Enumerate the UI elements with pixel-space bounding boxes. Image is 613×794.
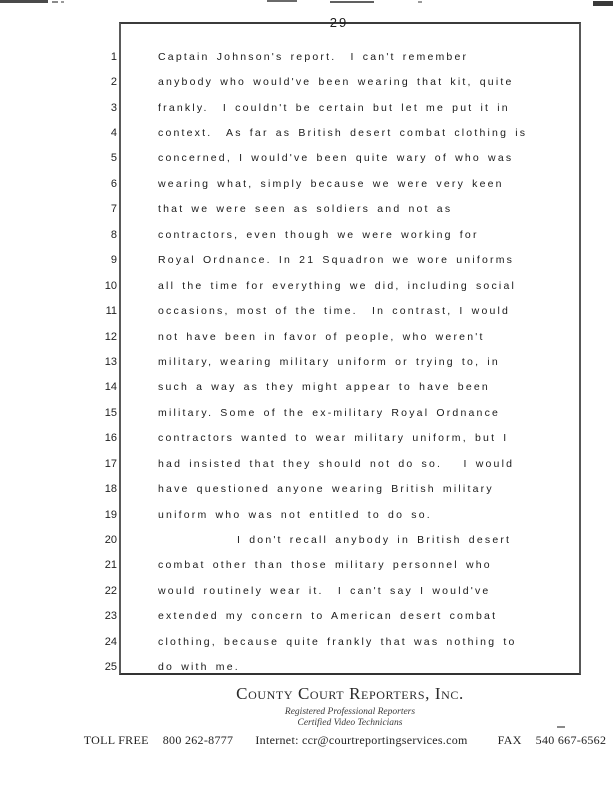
scan-artifact bbox=[52, 1, 58, 3]
line-text: do with me. bbox=[158, 661, 240, 674]
line-number: 24 bbox=[104, 635, 117, 648]
transcript-line bbox=[87, 400, 607, 425]
transcript-line bbox=[87, 44, 607, 69]
line-text: would routinely wear it. I can't say I would've bbox=[158, 584, 491, 597]
transcript-line bbox=[87, 197, 607, 222]
line-number: 18 bbox=[104, 483, 117, 496]
line-number: 13 bbox=[104, 355, 117, 368]
transcript-line bbox=[87, 476, 607, 501]
line-number: 4 bbox=[110, 127, 117, 140]
line-number: 1 bbox=[110, 50, 117, 63]
line-text: occasions, most of the time. In contrast, I would bbox=[158, 305, 511, 318]
transcript-line bbox=[87, 222, 607, 247]
line-text: military. Some of the ex-military Royal Ordnance bbox=[158, 406, 501, 419]
transcript-line bbox=[87, 324, 607, 349]
line-text: contractors, even though we were working for bbox=[158, 228, 479, 241]
transcript-line bbox=[87, 655, 607, 680]
transcript-line bbox=[87, 502, 607, 527]
line-number: 3 bbox=[110, 101, 117, 114]
page-number: 29 bbox=[329, 15, 349, 30]
line-text: context. As far as British desert combat clothing is bbox=[158, 127, 528, 140]
transcript-lines bbox=[87, 44, 607, 680]
transcript-line bbox=[87, 426, 607, 451]
line-text: all the time for everything we did, including social bbox=[158, 279, 517, 292]
line-text: wearing what, simply because we were very keen bbox=[158, 177, 504, 190]
scan-artifact bbox=[330, 1, 374, 3]
scan-artifact bbox=[593, 1, 613, 6]
transcript-line bbox=[87, 578, 607, 603]
toll-free-number: 800 262-8777 bbox=[162, 733, 234, 747]
line-number: 5 bbox=[110, 152, 117, 165]
line-number: 25 bbox=[104, 661, 117, 674]
line-text: not have been in favor of people, who weren't bbox=[158, 330, 485, 343]
scan-artifact bbox=[61, 1, 64, 3]
line-text: uniform who was not entitled to do so. bbox=[158, 508, 432, 521]
scan-artifact bbox=[418, 1, 422, 3]
line-text: that we were seen as soldiers and not as bbox=[158, 203, 453, 216]
internet-address: Internet: ccr@courtreportingservices.com bbox=[255, 733, 468, 747]
reporter-tagline-1: Registered Professional Reporters bbox=[284, 707, 416, 717]
reporter-company-name: County Court Reporters, Inc. bbox=[236, 684, 464, 703]
line-number: 12 bbox=[104, 330, 117, 343]
line-number: 14 bbox=[104, 381, 117, 394]
line-number: 10 bbox=[104, 279, 117, 292]
line-number: 15 bbox=[104, 406, 117, 419]
fax-number: 540 667-6562 bbox=[535, 733, 607, 747]
line-text: contractors wanted to wear military uniform, but I bbox=[158, 432, 509, 445]
transcript-line bbox=[87, 375, 607, 400]
transcript-line bbox=[87, 120, 607, 145]
line-text: Captain Johnson's report. I can't remember bbox=[158, 50, 469, 63]
transcript-line bbox=[87, 629, 607, 654]
line-text: extended my concern to American desert combat bbox=[158, 610, 498, 623]
line-number: 19 bbox=[104, 508, 117, 521]
line-text: military, wearing military uniform or trying to, in bbox=[158, 355, 500, 368]
scan-artifact bbox=[0, 0, 48, 3]
line-text: clothing, because quite frankly that was nothing to bbox=[158, 635, 517, 648]
reporter-tagline-2: Certified Video Technicians bbox=[297, 718, 403, 728]
line-number: 21 bbox=[104, 559, 117, 572]
line-number: 7 bbox=[110, 203, 117, 216]
line-text: frankly. I couldn't be certain but let me put it in bbox=[158, 101, 510, 114]
transcript-line bbox=[87, 349, 607, 374]
transcript-line bbox=[87, 146, 607, 171]
transcript-line bbox=[87, 451, 607, 476]
line-text: Royal Ordnance. In 21 Squadron we wore uniforms bbox=[158, 254, 515, 267]
line-text: combat other than those military personnel who bbox=[158, 559, 492, 572]
toll-free-label: TOLL FREE bbox=[83, 733, 149, 747]
transcript-line bbox=[87, 171, 607, 196]
line-number: 16 bbox=[104, 432, 117, 445]
line-text: concerned, I would've been quite wary of who was bbox=[158, 152, 514, 165]
line-number: 20 bbox=[104, 534, 117, 547]
transcript-line bbox=[87, 553, 607, 578]
scan-artifact bbox=[267, 0, 297, 2]
transcript-line bbox=[87, 273, 607, 298]
line-text: anybody who would've been wearing that kit, quite bbox=[158, 76, 514, 89]
line-number: 2 bbox=[110, 76, 117, 89]
line-number: 8 bbox=[110, 228, 117, 241]
contact-line bbox=[77, 733, 613, 748]
line-number: 9 bbox=[110, 254, 117, 267]
line-number: 6 bbox=[110, 177, 117, 190]
transcript-line bbox=[87, 527, 607, 552]
line-text: such a way as they might appear to have been bbox=[158, 381, 490, 394]
transcript-line bbox=[87, 248, 607, 273]
line-text: had insisted that they should not do so. I would bbox=[158, 457, 515, 470]
line-number: 22 bbox=[104, 584, 117, 597]
transcript-line bbox=[87, 69, 607, 94]
line-text: I don't recall anybody in British desert bbox=[237, 534, 512, 547]
line-text: have questioned anyone wearing British military bbox=[158, 483, 494, 496]
line-number: 23 bbox=[104, 610, 117, 623]
line-number: 17 bbox=[104, 457, 117, 470]
transcript-line bbox=[87, 604, 607, 629]
transcript-line bbox=[87, 298, 607, 323]
transcript-line bbox=[87, 95, 607, 120]
line-number: 11 bbox=[105, 305, 117, 318]
fax-label: FAX bbox=[497, 733, 522, 747]
